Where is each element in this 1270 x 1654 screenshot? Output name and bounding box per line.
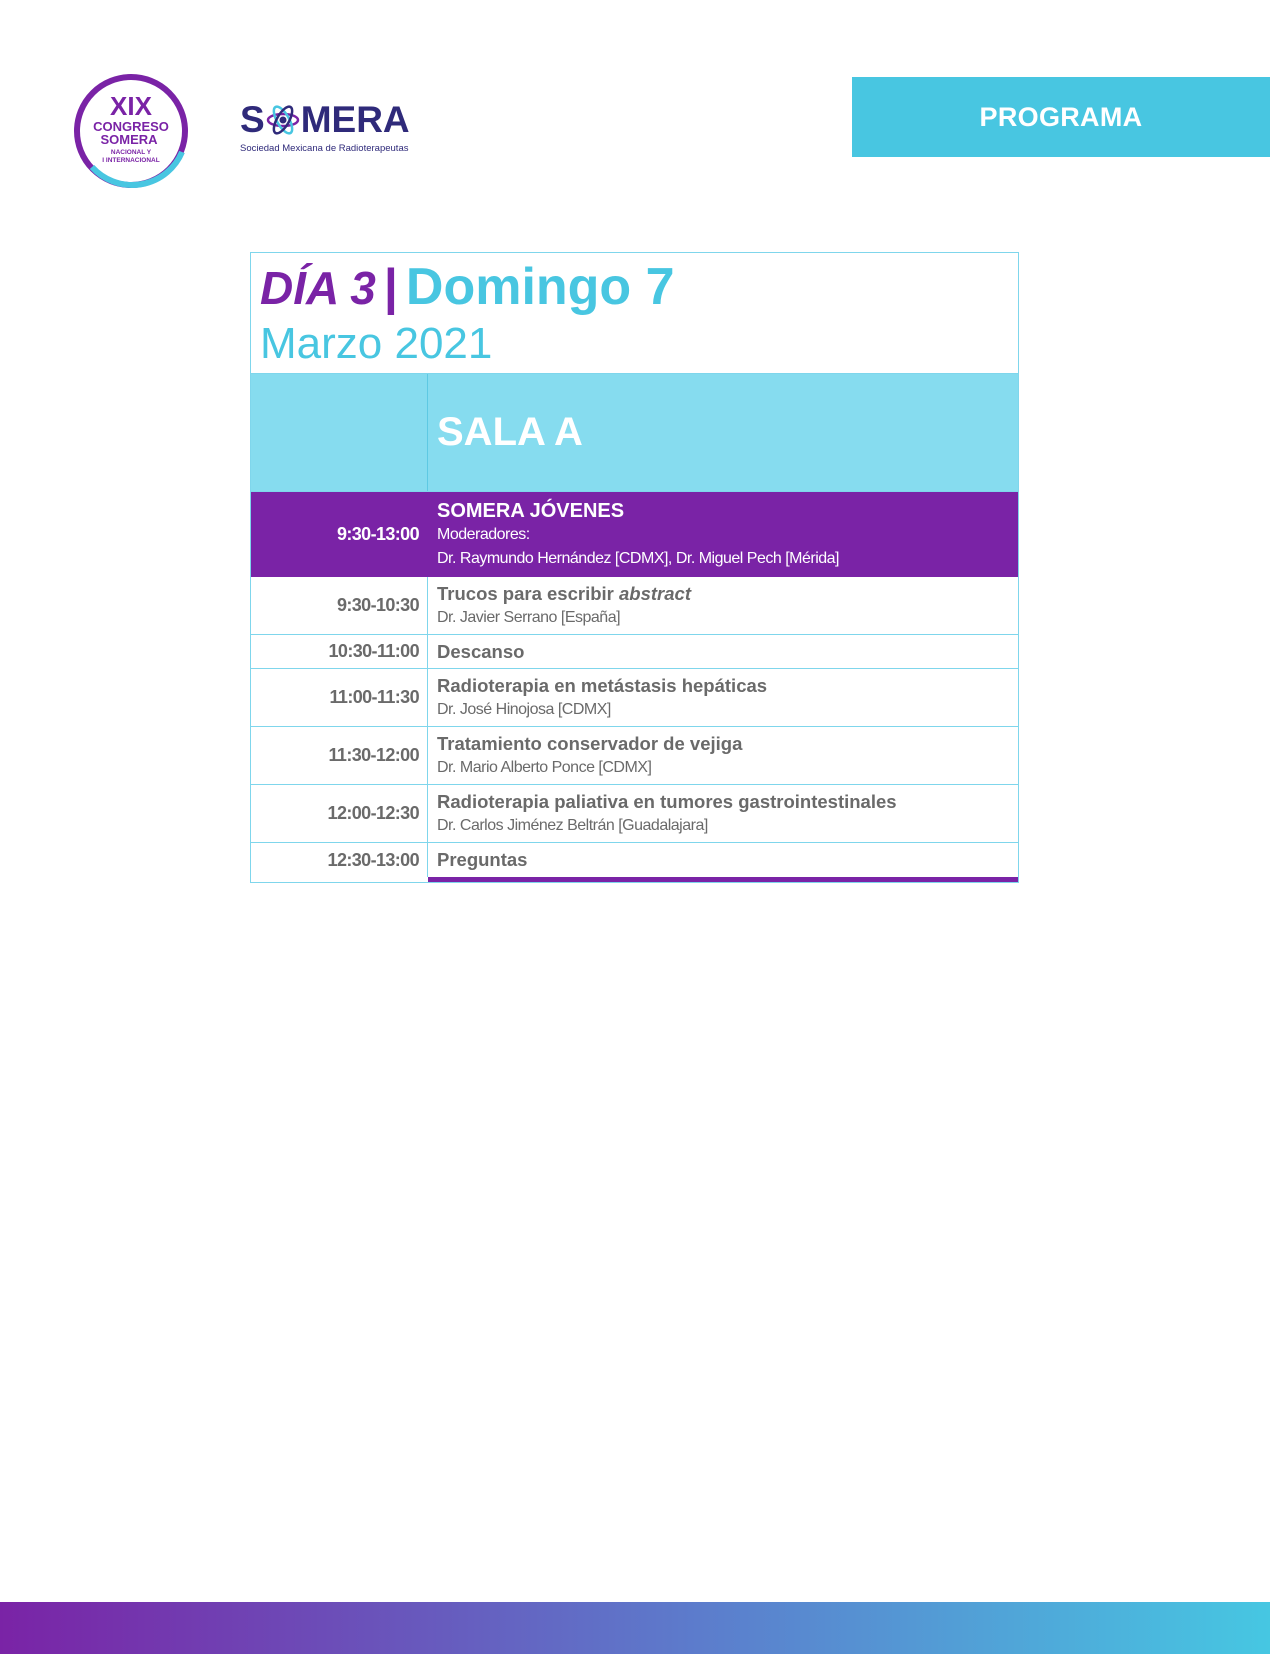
session-title-emphasis: abstract xyxy=(619,582,691,604)
session-row xyxy=(251,669,1018,727)
somera-subtitle: Sociedad Mexicana de Radioterapeutas xyxy=(240,143,409,154)
programa-label: PROGRAMA xyxy=(979,101,1143,132)
block-title: SOMERA JÓVENES xyxy=(437,499,625,522)
session-content xyxy=(428,577,1018,634)
session-title: Tratamiento conservador de vejiga xyxy=(437,732,743,754)
congreso-logo xyxy=(72,72,190,190)
schedule-table xyxy=(250,252,1019,883)
session-time: 11:30-12:00 xyxy=(251,727,428,784)
room-name: SALA A xyxy=(437,410,583,454)
block-time: 9:30-13:00 xyxy=(251,492,428,577)
atom-icon xyxy=(266,103,300,137)
congreso-logo-line4: NACIONAL Y xyxy=(110,149,152,156)
session-row xyxy=(251,727,1018,785)
session-title: Preguntas xyxy=(437,849,528,870)
day-title xyxy=(260,257,675,317)
session-time: 10:30-11:00 xyxy=(251,635,428,668)
session-row xyxy=(251,843,1018,877)
session-row xyxy=(251,785,1018,843)
session-content xyxy=(428,669,1018,726)
day-separator: | xyxy=(383,259,398,315)
session-content xyxy=(428,635,1018,668)
congreso-logo-line5: I INTERNACIONAL xyxy=(102,157,160,164)
room-header-cell xyxy=(428,374,1018,491)
session-speaker: Dr. Mario Alberto Ponce [CDMX] xyxy=(437,758,652,776)
day-month: Marzo 2021 xyxy=(260,319,493,368)
congreso-logo-line1: XIX xyxy=(110,91,152,121)
congreso-logo-line3: SOMERA xyxy=(100,132,158,147)
session-row xyxy=(251,577,1018,635)
block-moderators: Dr. Raymundo Hernández [CDMX], Dr. Miguel Pech [Mérida] xyxy=(437,549,839,567)
session-title: Descanso xyxy=(437,640,525,662)
footer-gradient-bar xyxy=(0,1602,1270,1654)
session-content xyxy=(428,727,1018,784)
room-header-empty-cell xyxy=(251,374,428,491)
room-header-row xyxy=(251,374,1018,492)
congreso-logo-line2: CONGRESO xyxy=(93,119,169,134)
session-content xyxy=(428,843,1018,877)
somera-wordmark xyxy=(240,100,410,140)
session-time: 12:30-13:00 xyxy=(251,843,428,877)
block-content xyxy=(428,492,1018,577)
session-time: 9:30-10:30 xyxy=(251,577,428,634)
session-speaker: Dr. José Hinojosa [CDMX] xyxy=(437,700,611,718)
session-title: Trucos para escribir abstract xyxy=(437,582,691,604)
session-title: Radioterapia paliativa en tumores gastrointestinales xyxy=(437,790,897,812)
session-speaker: Dr. Javier Serrano [España] xyxy=(437,608,621,626)
table-bottom-strip xyxy=(428,877,1018,882)
somera-wordmark-right: MERA xyxy=(300,99,410,140)
session-time: 12:00-12:30 xyxy=(251,785,428,842)
day-header xyxy=(251,253,1018,374)
day-name: Domingo 7 xyxy=(405,258,675,316)
session-content xyxy=(428,785,1018,842)
block-row xyxy=(251,492,1018,577)
session-row xyxy=(251,635,1018,669)
session-title: Radioterapia en metástasis hepáticas xyxy=(437,674,768,696)
session-speaker: Dr. Carlos Jiménez Beltrán [Guadalajara] xyxy=(437,816,708,834)
somera-logo xyxy=(240,100,410,154)
day-label: DÍA 3 xyxy=(260,262,376,314)
session-time: 11:00-11:30 xyxy=(251,669,428,726)
programa-tab xyxy=(852,77,1270,157)
somera-wordmark-left: S xyxy=(240,99,265,140)
block-moderators-label: Moderadores: xyxy=(437,525,530,543)
